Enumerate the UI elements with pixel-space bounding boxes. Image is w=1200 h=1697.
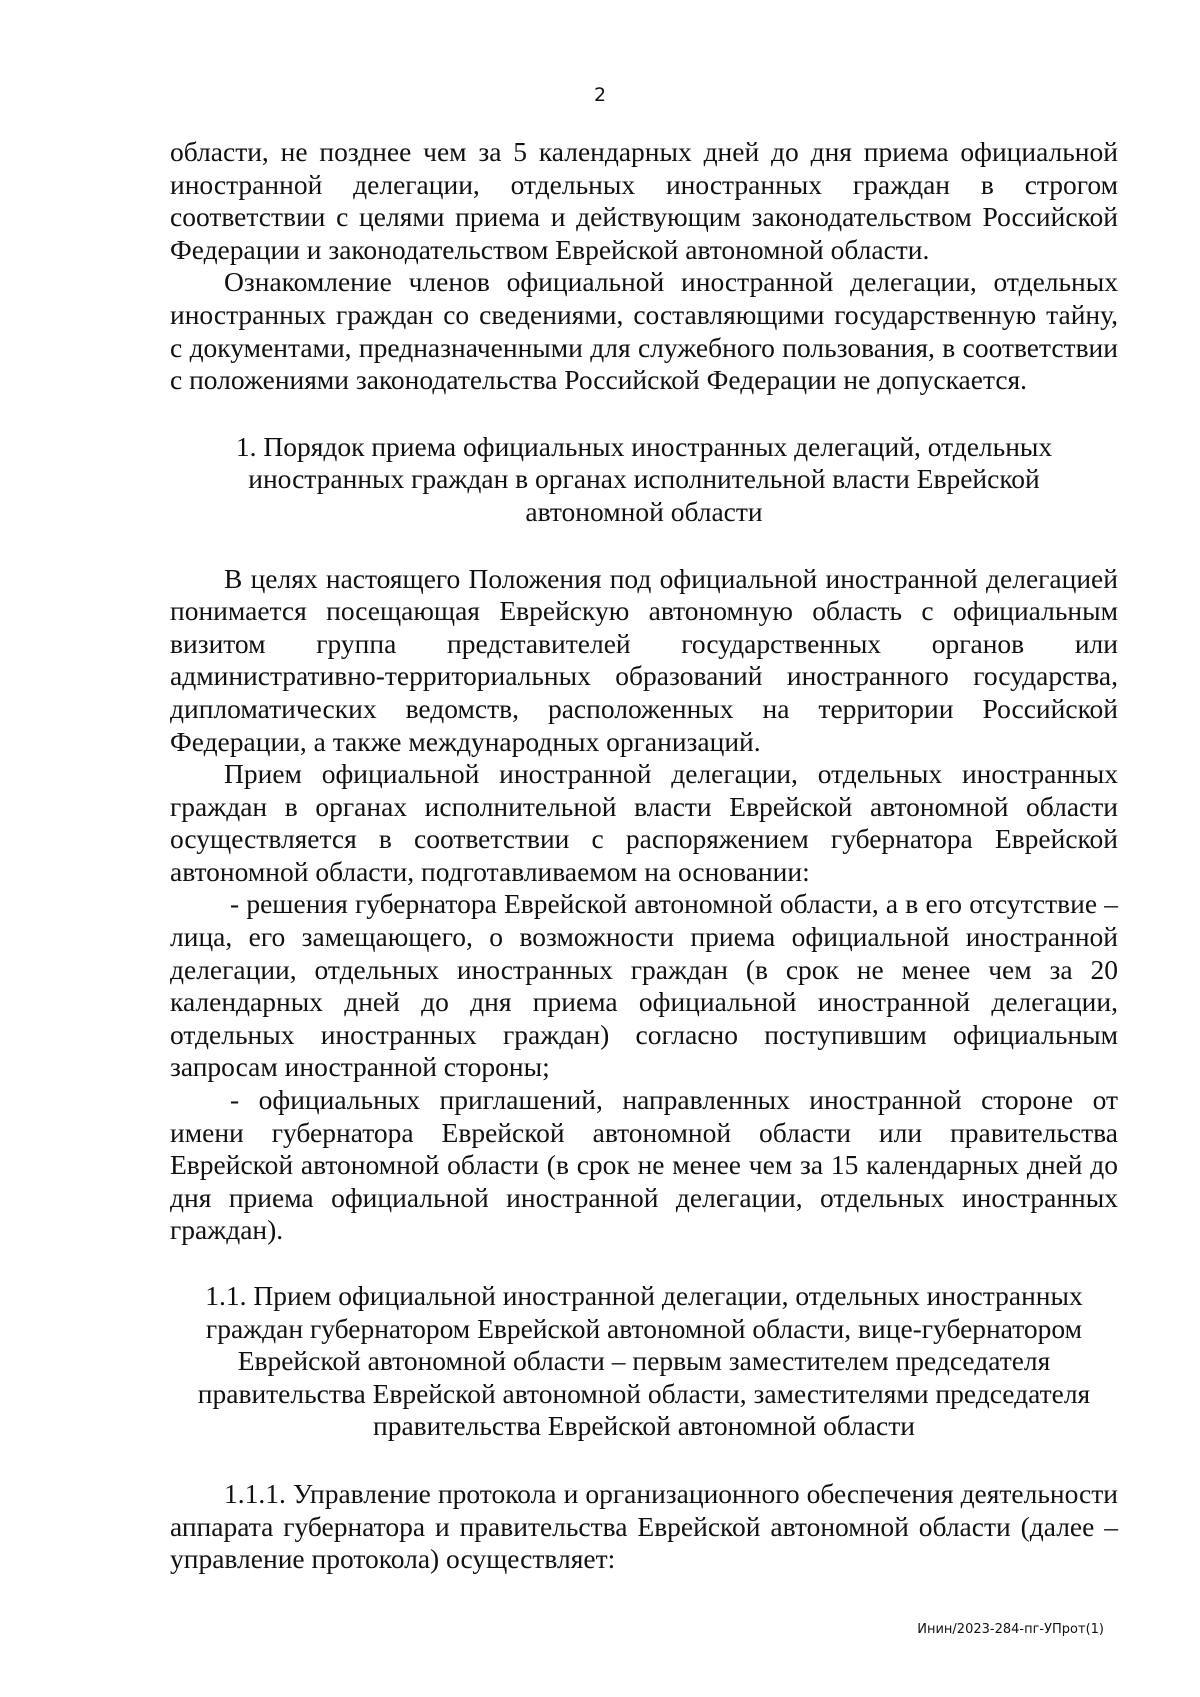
- paragraph-protocol-department: 1.1.1. Управление протокола и организационного обеспечения деятельности аппарата губернатора и правительства Еврейской автономной области (далее – управление протокола) осуществляет:: [170, 1477, 1118, 1575]
- paragraph-continuation: области, не позднее чем за 5 календарных дней до дня приема официальной иностранной делегации, отдельных иностранных граждан в строгом соответствии с целями приема и действующим законодательством Российской Федерации и законодательством Еврейской автономной области.: [170, 136, 1118, 265]
- list-item-official-invitations: - официальных приглашений, направленных иностранной стороне от имени губернатора Еврейской автономной области или правительства Еврейской автономной области (в срок не менее чем за 15 календарных дней до дня приема официальной иностранной делегации, отдельных иностранных граждан).: [170, 1084, 1118, 1246]
- paragraph-confidentiality: Ознакомление членов официальной иностранной делегации, отдельных иностранных граждан со сведениями, составляющими государственную тайну, с документами, предназначенными для служебного пользования, в соответствии с положениями законодательства Российской Федерации не допускается.: [170, 266, 1118, 396]
- document-registration-code: Инин/2023-284-пг-УПрот(1): [917, 1622, 1104, 1637]
- list-item-governor-decision: - решения губернатора Еврейской автономной области, а в его отсутствие – лица, его замещающего, о возможности приема официальной иностранной делегации, отдельных иностранных граждан (в срок не менее чем за 20 календарных дней до дня приема официальной иностранной делегации, отдельных иностранных граждан) согласно поступившим официальным запросам иностранной стороны;: [170, 888, 1118, 1083]
- section-1-1-heading: 1.1. Прием официальной иностранной делегации, отдельных иностранных граждан губернатором Еврейской автономной области, вице-губернатором Еврейской автономной области – первым заместителем председателя правительства Еврейской автономной области, заместителями председателя правительства Еврейской автономной области: [197, 1280, 1091, 1442]
- section-1-heading: 1. Порядок приема официальных иностранных делегаций, отдельных иностранных граждан в органах исполнительной власти Еврейской автономной области: [235, 430, 1053, 527]
- page-number: 2: [593, 84, 607, 106]
- document-body: [170, 136, 1118, 1576]
- paragraph-reception-basis: Прием официальной иностранной делегации, отдельных иностранных граждан в органах исполнительной власти Еврейской автономной области осуществляется в соответствии с распоряжением губернатора Еврейской автономной области, подготавливаемом на основании:: [170, 758, 1118, 887]
- paragraph-definition: В целях настоящего Положения под официальной иностранной делегацией понимается посещающая Еврейскую автономную область с официальным визитом группа представителей государственных органов или административно-территориальных образований иностранного государства, дипломатических ведомств, расположенных на территории Российской Федерации, а также международных организаций.: [170, 562, 1118, 757]
